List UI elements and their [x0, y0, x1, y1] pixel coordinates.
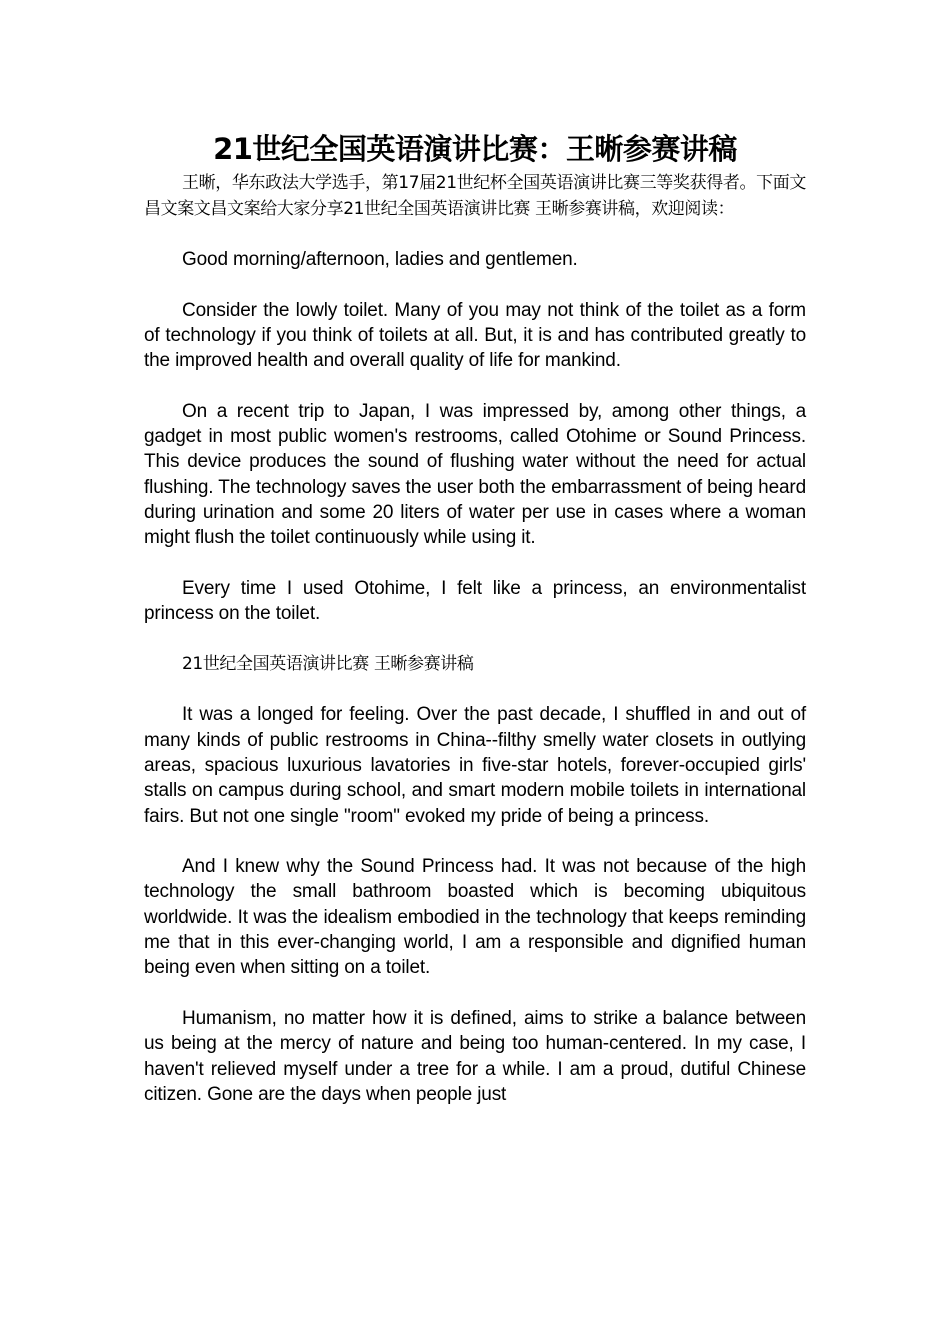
body-paragraph: Good morning/afternoon, ladies and gentlemen.: [182, 249, 578, 270]
section-subheading: 21世纪全国英语演讲比赛 王晰参赛讲稿: [182, 653, 474, 674]
body-paragraph: And I knew why the Sound Princess had. It was not because of the high technology the small bathroom boasted which is becoming ubiquitous worldwide. It was the idealism embodied in the technology that keeps reminding me that in this ever-changing world, I am a responsible and dignified human being even when sitting on a toilet.: [144, 856, 806, 979]
page-title: 21世纪全国英语演讲比赛：王晰参赛讲稿: [213, 132, 737, 166]
body-paragraph: On a recent trip to Japan, I was impressed by, among other things, a gadget in most public women's restrooms, called Otohime or Sound Princess. This device produces the sound of flushing water without the need for actual flushing. The technology saves the user both the embarrassment of being heard during urination and some 20 liters of water per use in cases where a woman might flush the toilet continuously while using it.: [144, 400, 806, 549]
document-page: [144, 128, 806, 1132]
intro-paragraph: 王晰，华东政法大学选手，第17届21世纪杯全国英语演讲比赛三等奖获得者。下面文昌文案文昌文案给大家分享21世纪全国英语演讲比赛 王晰参赛讲稿，欢迎阅读：: [144, 173, 806, 219]
body-paragraph: Humanism, no matter how it is defined, aims to strike a balance between us being at the mercy of nature and being too human-centered. In my case, I haven't relieved myself under a tree for a while. I am a proud, dutiful Chinese citizen. Gone are the days when people just: [144, 1007, 806, 1105]
body-paragraph: It was a longed for feeling. Over the past decade, I shuffled in and out of many kinds of public restrooms in China--filthy smelly water closets in outlying areas, spacious luxurious lavatories in five-star hotels, forever-occupied girls' stalls on campus during school, and smart modern mobile toilets in international fairs. But not one single "room" evoked my pride of being a princess.: [144, 704, 806, 827]
body-paragraph: Every time I used Otohime, I felt like a princess, an environmentalist princess on the toilet.: [144, 577, 806, 625]
body-paragraph: Consider the lowly toilet. Many of you may not think of the toilet as a form of technology if you think of toilets at all. But, it is and has contributed greatly to the improved health and overall quality of life for mankind.: [144, 299, 806, 372]
